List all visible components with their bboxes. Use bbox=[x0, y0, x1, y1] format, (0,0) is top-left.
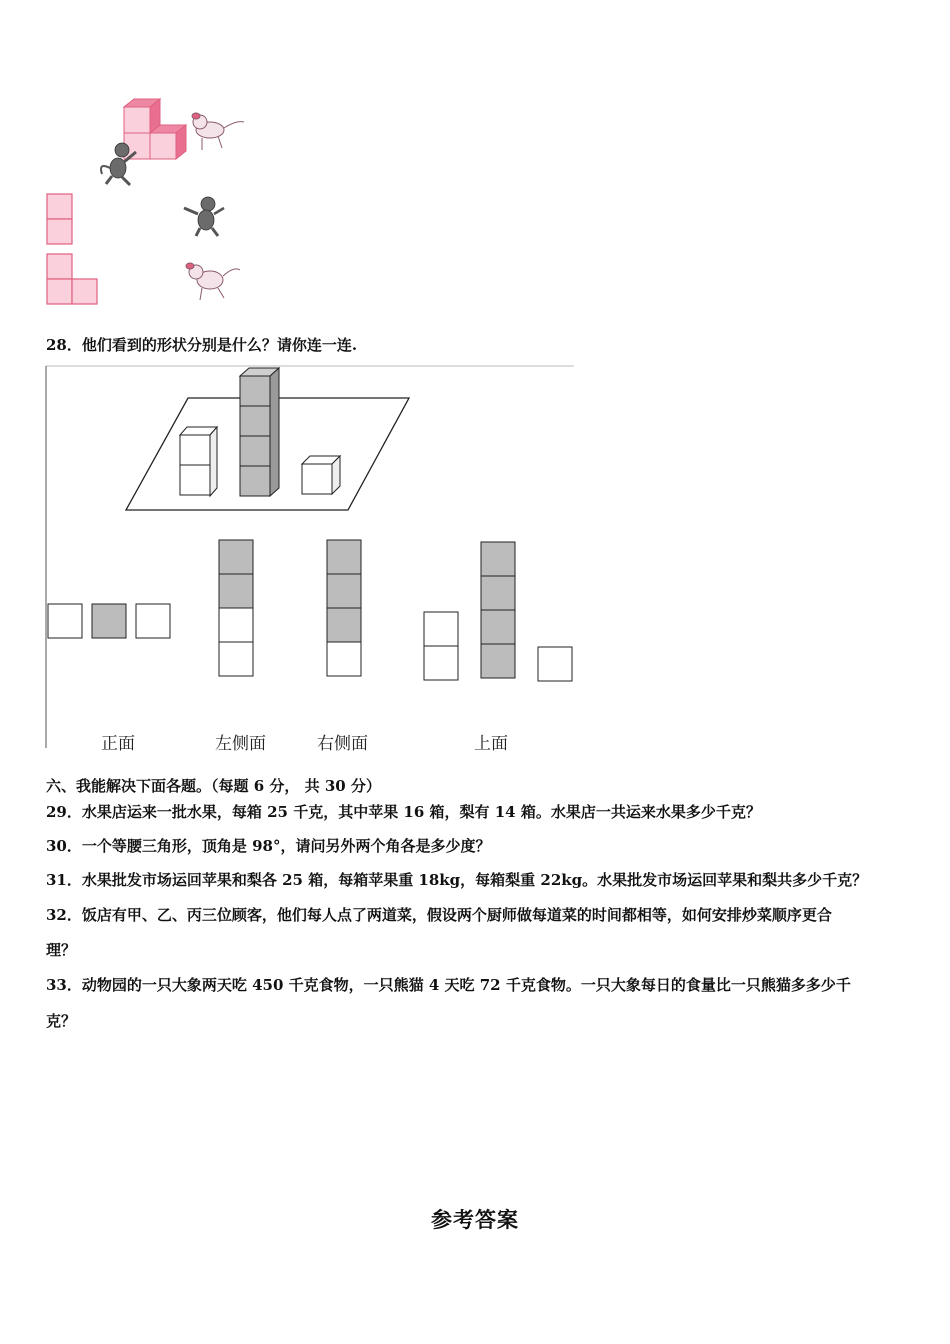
view-vertical-two bbox=[47, 194, 72, 244]
dog-icon bbox=[192, 113, 244, 150]
stack-tall bbox=[240, 368, 279, 496]
label-left-side: 左侧面 bbox=[215, 734, 266, 754]
dog-icon bbox=[186, 263, 240, 300]
question-29: 29．水果店运来一批水果，每箱 25 千克，其中苹果 16 箱，梨有 14 箱。水果店一共运来水果多少千克？ bbox=[46, 803, 761, 821]
monkey-icon bbox=[184, 197, 224, 236]
block-structure-figure bbox=[40, 92, 270, 310]
option-column-a bbox=[219, 540, 253, 676]
question-32-line2: 理？ bbox=[46, 941, 77, 959]
option-three-columns bbox=[424, 542, 572, 681]
question-30: 30．一个等腰三角形，顶角是 98°，请问另外两个角各是多少度？ bbox=[46, 837, 491, 855]
pink-block-structure bbox=[124, 99, 186, 159]
label-top: 上面 bbox=[474, 734, 508, 754]
label-right-side: 右侧面 bbox=[317, 734, 368, 754]
stack-right bbox=[302, 456, 340, 494]
option-row-three bbox=[48, 604, 170, 638]
question-33-line2: 克？ bbox=[46, 1012, 77, 1030]
views-figure bbox=[44, 364, 576, 750]
stack-left bbox=[180, 427, 217, 496]
answer-section-title: 参考答案 bbox=[431, 1208, 519, 1232]
question-28: 28．他们看到的形状分别是什么？请你连一连. bbox=[46, 336, 358, 354]
option-column-b bbox=[327, 540, 361, 676]
question-33-line1: 33．动物园的一只大象两天吃 450 千克食物，一只熊猫 4 天吃 72 千克食物。一只大象每日的食量比一只熊猫多多少千 bbox=[46, 976, 851, 994]
section-6-heading: 六、我能解决下面各题。（每题 6 分， 共 30 分） bbox=[46, 777, 381, 795]
question-32-line1: 32．饭店有甲、乙、丙三位顾客，他们每人点了两道菜，假设两个厨师做每道菜的时间都相等，如何安排炒菜顺序更合 bbox=[46, 906, 832, 924]
question-31: 31．水果批发市场运回苹果和梨各 25 箱，每箱苹果重 18kg，每箱梨重 22kg。水果批发市场运回苹果和梨共多少千克？ bbox=[46, 871, 868, 889]
view-l-shape bbox=[47, 254, 97, 304]
label-front: 正面 bbox=[101, 734, 135, 754]
